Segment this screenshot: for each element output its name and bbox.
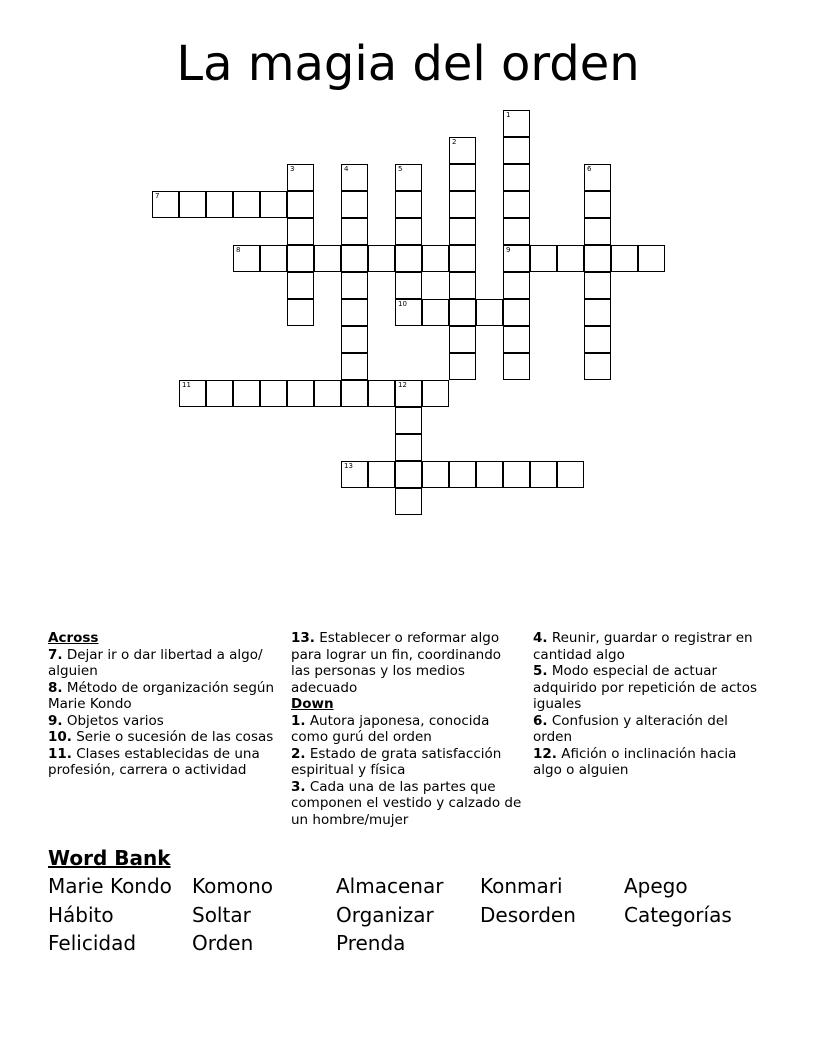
crossword-cell[interactable]: [314, 245, 341, 272]
crossword-cell[interactable]: [584, 299, 611, 326]
crossword-cell[interactable]: [449, 326, 476, 353]
crossword-cell[interactable]: [395, 488, 422, 515]
clue-text: Clases establecidas de una profesión, carrera o actividad: [48, 745, 260, 778]
crossword-cell[interactable]: [557, 245, 584, 272]
crossword-cell[interactable]: [395, 245, 422, 272]
crossword-cell[interactable]: [341, 191, 368, 218]
clue-number: 10.: [48, 729, 72, 745]
crossword-cell[interactable]: [368, 245, 395, 272]
crossword-cell[interactable]: [611, 245, 638, 272]
crossword-cell[interactable]: [287, 245, 314, 272]
clue-text: Estado de grata satisfacción espiritual y física: [291, 745, 502, 778]
crossword-cell[interactable]: [449, 461, 476, 488]
crossword-cell[interactable]: [395, 380, 422, 407]
clue-across-13: [291, 630, 523, 696]
crossword-cell[interactable]: [503, 326, 530, 353]
clue-down-2: [291, 746, 523, 779]
crossword-cell[interactable]: [341, 326, 368, 353]
clue-down-5: [533, 663, 765, 713]
crossword-cell[interactable]: [260, 245, 287, 272]
clue-text: Cada una de las partes que componen el vestido y calzado de un hombre/mujer: [291, 778, 522, 828]
clue-text: Establecer o reformar algo para lograr un fin, coordinando las personas y los medios adecuado: [291, 630, 502, 696]
crossword-cell[interactable]: [395, 272, 422, 299]
clue-down-4: [533, 630, 765, 663]
clue-down-12: [533, 746, 765, 779]
crossword-cell[interactable]: [449, 164, 476, 191]
crossword-cell[interactable]: [341, 218, 368, 245]
crossword-cell[interactable]: [233, 380, 260, 407]
crossword-cell[interactable]: [287, 272, 314, 299]
crossword-cell[interactable]: [395, 461, 422, 488]
cell-number: 4: [344, 165, 349, 173]
crossword-cell[interactable]: [287, 218, 314, 245]
crossword-cell[interactable]: [314, 380, 341, 407]
crossword-cell[interactable]: [341, 299, 368, 326]
crossword-cell[interactable]: [422, 380, 449, 407]
word-bank-item: Organizar: [336, 902, 434, 927]
cell-number: 10: [398, 300, 407, 308]
clue-text: Reunir, guardar o registrar en cantidad algo: [533, 630, 753, 663]
clue-across-11: [48, 746, 280, 779]
crossword-cell[interactable]: [395, 407, 422, 434]
word-bank-item: Felicidad: [48, 931, 137, 955]
clue-text: Afición o inclinación hacia algo o alguien: [533, 745, 737, 778]
word-bank: [48, 872, 768, 958]
clue-number: 8.: [48, 679, 63, 696]
clue-text: Método de organización según Marie Kondo: [48, 679, 274, 712]
clue-text: Serie o sucesión de las cosas: [71, 729, 274, 745]
crossword-cell[interactable]: [503, 164, 530, 191]
clue-text: Confusion y alteración del orden: [533, 712, 728, 745]
cell-number: 1: [506, 111, 511, 119]
clue-across-9: [48, 713, 280, 730]
crossword-cell[interactable]: [449, 299, 476, 326]
clue-number: 12.: [533, 745, 557, 762]
cell-number: 9: [506, 246, 511, 254]
page-title: La magia del orden: [176, 36, 640, 92]
clue-number: 5.: [533, 663, 548, 679]
crossword-cell[interactable]: [449, 137, 476, 164]
crossword-cell[interactable]: [341, 272, 368, 299]
crossword-cell[interactable]: [395, 164, 422, 191]
crossword-cell[interactable]: [395, 218, 422, 245]
crossword-cell[interactable]: [449, 191, 476, 218]
crossword-cell[interactable]: [503, 299, 530, 326]
crossword-cell[interactable]: [503, 218, 530, 245]
clue-text: Autora japonesa, conocida como gurú del orden: [291, 712, 490, 745]
crossword-cell[interactable]: [503, 353, 530, 380]
crossword-cell[interactable]: [530, 461, 557, 488]
cell-number: 8: [236, 246, 241, 254]
crossword-cell[interactable]: [395, 299, 422, 326]
word-bank-item: Apego: [624, 874, 688, 898]
crossword-cell[interactable]: [503, 461, 530, 488]
cell-number: 6: [587, 165, 592, 173]
cell-number: 11: [182, 381, 191, 389]
crossword-cell[interactable]: [422, 299, 449, 326]
word-bank-item: Almacenar: [336, 874, 444, 898]
crossword-cell[interactable]: [260, 380, 287, 407]
crossword-cell[interactable]: [422, 245, 449, 272]
clue-text: Modo especial de actuar adquirido por repetición de actos iguales: [533, 663, 758, 712]
clue-down-3: [291, 779, 523, 829]
crossword-cell[interactable]: [557, 461, 584, 488]
crossword-cell[interactable]: [584, 353, 611, 380]
crossword-cell[interactable]: [584, 191, 611, 218]
crossword-cell[interactable]: [341, 353, 368, 380]
cell-number: 3: [290, 165, 295, 173]
word-bank-item: Desorden: [480, 902, 576, 927]
cell-number: 13: [344, 462, 353, 470]
cell-number: 5: [398, 165, 403, 173]
crossword-cell[interactable]: [395, 434, 422, 461]
crossword-cell[interactable]: [233, 245, 260, 272]
clue-number: 13.: [291, 630, 315, 646]
crossword-cell[interactable]: [503, 272, 530, 299]
crossword-cell[interactable]: [341, 380, 368, 407]
across-heading: Across: [48, 630, 99, 646]
crossword-cell[interactable]: [260, 191, 287, 218]
crossword-cell[interactable]: [341, 245, 368, 272]
crossword-cell[interactable]: [584, 326, 611, 353]
clue-across-8: [48, 680, 280, 713]
clue-number: 1.: [291, 712, 306, 729]
word-bank-title: Word Bank: [48, 846, 171, 870]
crossword-cell[interactable]: [206, 191, 233, 218]
crossword-cell[interactable]: [584, 218, 611, 245]
word-bank-item: Komono: [192, 874, 273, 898]
clue-number: 2.: [291, 745, 306, 762]
crossword-cell[interactable]: [449, 272, 476, 299]
cell-number: 7: [155, 192, 160, 200]
clue-number: 4.: [533, 630, 548, 646]
crossword-cell[interactable]: [341, 164, 368, 191]
crossword-cell[interactable]: [368, 461, 395, 488]
crossword-cell[interactable]: [341, 461, 368, 488]
crossword-cell[interactable]: [233, 191, 260, 218]
crossword-cell[interactable]: [584, 164, 611, 191]
crossword-cell[interactable]: [287, 380, 314, 407]
crossword-cell[interactable]: [530, 245, 557, 272]
crossword-cell[interactable]: [287, 191, 314, 218]
crossword-cell[interactable]: [179, 191, 206, 218]
crossword-cell[interactable]: [449, 245, 476, 272]
crossword-cell[interactable]: [287, 299, 314, 326]
clue-down-6: [533, 713, 765, 746]
word-bank-item: Prenda: [336, 931, 406, 955]
clue-number: 7.: [48, 646, 63, 663]
clue-across-10: [48, 729, 280, 746]
word-bank-item: Soltar: [192, 902, 251, 927]
crossword-cell[interactable]: [179, 380, 206, 407]
crossword-cell[interactable]: [449, 353, 476, 380]
crossword-cell[interactable]: [152, 191, 179, 218]
clue-number: 3.: [291, 778, 306, 795]
cell-number: 2: [452, 138, 457, 146]
clues-column-1: [48, 630, 280, 779]
word-bank-item: Hábito: [48, 902, 114, 927]
crossword-cell[interactable]: [584, 245, 611, 272]
clue-number: 9.: [48, 712, 63, 729]
down-heading: Down: [291, 696, 334, 712]
crossword-cell[interactable]: [395, 191, 422, 218]
clue-number: 11.: [48, 745, 72, 762]
word-bank-item: Konmari: [480, 874, 563, 898]
clue-number: 6.: [533, 712, 548, 729]
word-bank-item: Categorías: [624, 902, 732, 927]
crossword-cell[interactable]: [476, 299, 503, 326]
crossword-cell[interactable]: [503, 110, 530, 137]
crossword-cell[interactable]: [449, 218, 476, 245]
crossword-cell[interactable]: [422, 461, 449, 488]
crossword-cell[interactable]: [503, 191, 530, 218]
clue-across-7: [48, 647, 280, 680]
word-bank-item: Marie Kondo: [48, 874, 172, 898]
crossword-cell[interactable]: [287, 164, 314, 191]
clues-column-2: [291, 630, 523, 828]
crossword-cell[interactable]: [503, 137, 530, 164]
crossword-cell[interactable]: [503, 245, 530, 272]
clue-down-1: [291, 713, 523, 746]
crossword-cell[interactable]: [476, 461, 503, 488]
word-bank-item: Orden: [192, 931, 254, 955]
clue-text: Dejar ir o dar libertad a algo/ alguien: [48, 646, 263, 679]
crossword-cell[interactable]: [206, 380, 233, 407]
cell-number: 12: [398, 381, 407, 389]
crossword-cell[interactable]: [638, 245, 665, 272]
clues-column-3: [533, 630, 765, 779]
crossword-cell[interactable]: [584, 272, 611, 299]
crossword-cell[interactable]: [368, 380, 395, 407]
clue-text: Objetos varios: [62, 712, 164, 729]
